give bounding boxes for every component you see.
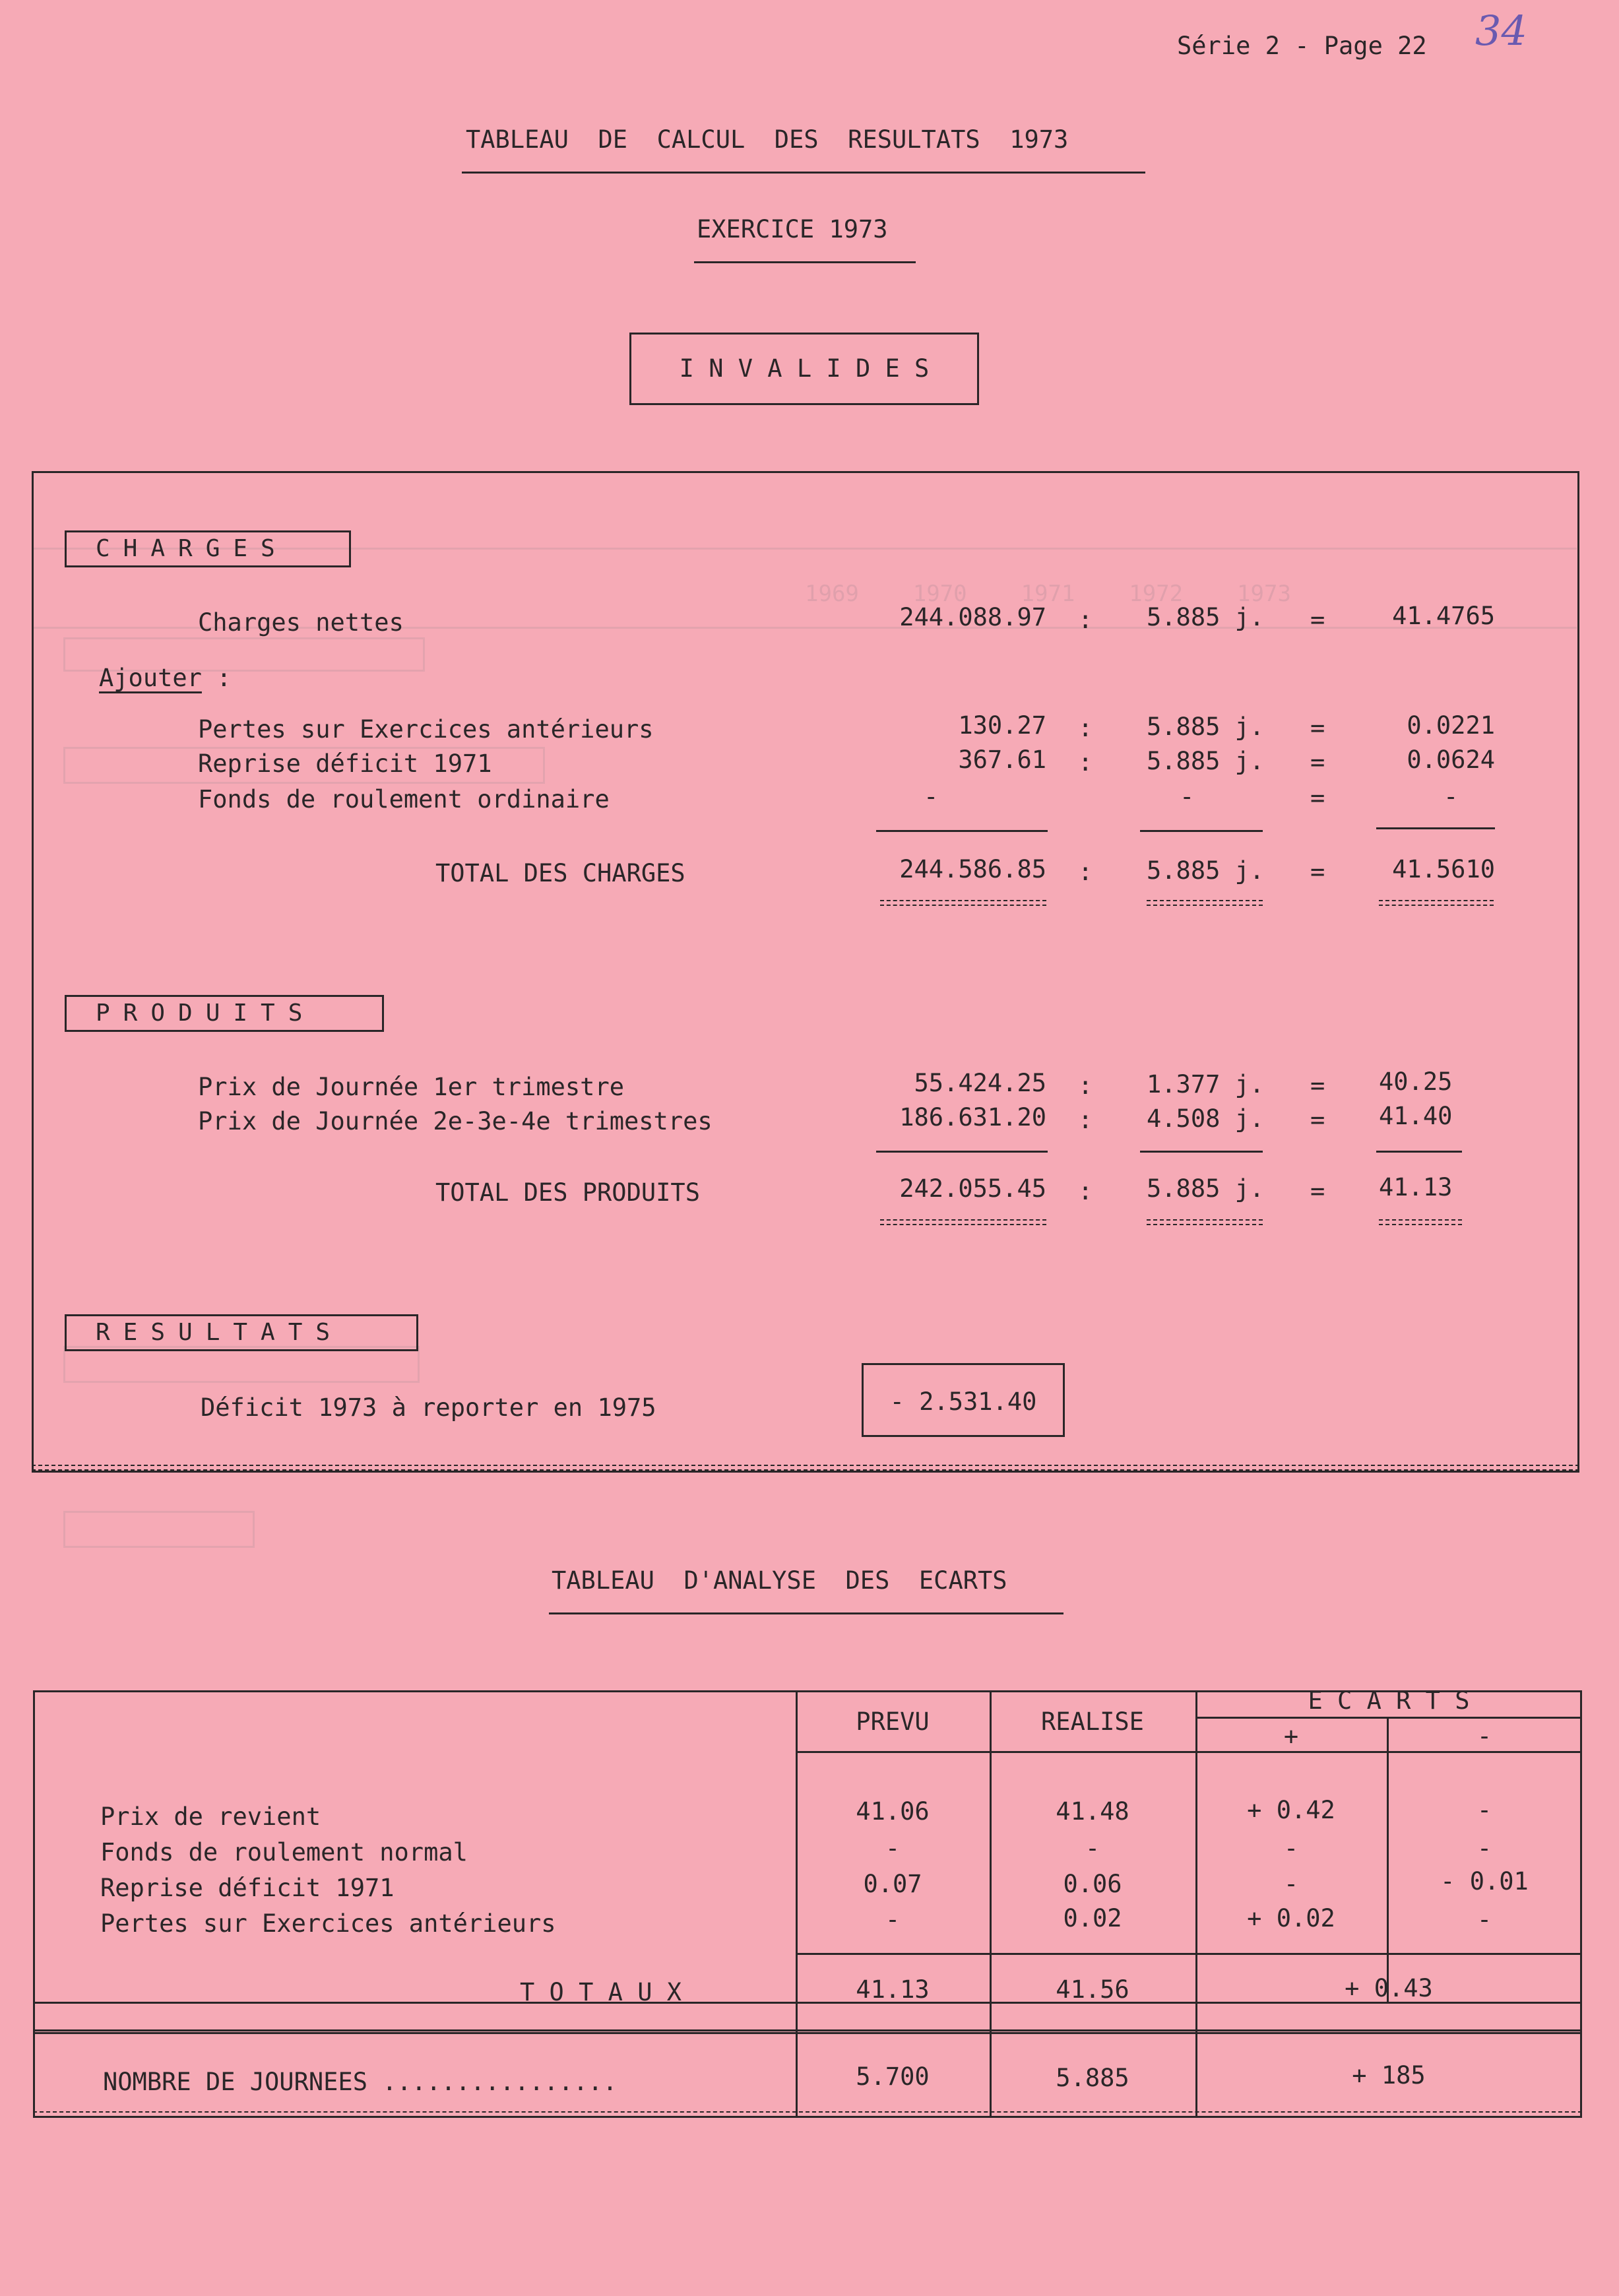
total-double-rule: [880, 900, 1046, 906]
total-charges-amount: 244.586.85: [899, 855, 1046, 883]
ecarts-row-realise: -: [1085, 1834, 1100, 1863]
charges-row-label: Reprise déficit 1971: [198, 749, 492, 778]
produits-row-rate: 40.25: [1379, 1068, 1453, 1096]
charges-row-days: -: [1180, 782, 1195, 811]
charges-row-label: Pertes sur Exercices antérieurs: [198, 715, 654, 744]
ecarts-row-plus: -: [1283, 1834, 1299, 1863]
produits-row-label: Prix de Journée 1er trimestre: [198, 1073, 625, 1101]
charges-row-amount: -: [924, 782, 939, 811]
col-ecarts-header: E C A R T S: [1308, 1686, 1470, 1715]
subtitle-underline: [694, 261, 916, 263]
charges-row-eq: =: [1310, 748, 1325, 777]
charges-row-label: Charges nettes: [198, 608, 404, 637]
show-through-box: [63, 1511, 255, 1548]
total-charges-days: 5.885 j.: [1147, 856, 1265, 885]
produits-row-amount: 186.631.20: [899, 1103, 1046, 1132]
subtotal-rule: [876, 830, 1048, 832]
ecarts-header-rule: [1195, 1717, 1582, 1719]
total-produits-rate: 41.13: [1379, 1173, 1453, 1201]
charges-row-eq: =: [1310, 784, 1325, 812]
charges-row-sep: :: [1078, 606, 1093, 634]
page-reference: Série 2 - Page 22: [1177, 32, 1427, 60]
subtotal-rule: [1140, 830, 1263, 832]
section-title: I N V A L I D E S: [679, 354, 930, 383]
ecarts-row-prevu: 41.06: [856, 1797, 930, 1826]
charges-row-amount: 244.088.97: [899, 603, 1046, 631]
total-double-rule: [1379, 1219, 1462, 1225]
col-realise-header: REALISE: [1041, 1707, 1144, 1736]
total-double-rule: [1147, 900, 1263, 906]
col-ecarts-plus-header: +: [1283, 1722, 1299, 1750]
totaux-label: T O T A U X: [520, 1978, 682, 2006]
total-produits-sep: :: [1078, 1177, 1093, 1205]
deficit-value-box: [862, 1363, 1065, 1437]
subtotal-rule: [1376, 1151, 1462, 1153]
total-double-rule: [1379, 900, 1494, 906]
header-rule: [796, 1751, 1582, 1753]
resultats-heading: RESULTATS: [65, 1314, 418, 1351]
ecarts-row-realise: 41.48: [1056, 1797, 1129, 1826]
charges-row-eq: =: [1310, 714, 1325, 742]
subtotal-rule: [1376, 827, 1495, 829]
charges-row-amount: 367.61: [958, 746, 1046, 774]
charges-row-sep: :: [1078, 714, 1093, 742]
subtotal-rule: [1140, 1151, 1263, 1153]
ecarts-title-underline: [549, 1612, 1063, 1614]
charges-row-sep: :: [1078, 748, 1093, 777]
ecarts-row-minus: -: [1476, 1905, 1492, 1934]
deficit-value: - 2.531.40: [889, 1387, 1037, 1416]
deficit-label: Déficit 1973 à reporter en 1975: [201, 1393, 656, 1422]
charges-row-rate: 0.0624: [1407, 746, 1495, 774]
totaux-prevu: 41.13: [856, 1975, 930, 2004]
journees-label: NOMBRE DE JOURNEES ................: [103, 2068, 618, 2096]
journees-double-rule: [33, 2029, 1582, 2034]
produits-row-sep: :: [1078, 1106, 1093, 1134]
column-divider: [796, 1690, 798, 2118]
ecarts-row-prevu: 0.07: [863, 1870, 922, 1898]
title-underline: [462, 172, 1145, 174]
charges-row-days: 5.885 j.: [1147, 603, 1265, 631]
ecarts-row-label: Fonds de roulement normal: [100, 1838, 468, 1866]
ecarts-row-label: Pertes sur Exercices antérieurs: [100, 1909, 556, 1938]
charges-row-days: 5.885 j.: [1147, 713, 1265, 741]
ecarts-row-plus: + 0.02: [1247, 1904, 1335, 1932]
col-ecarts-minus-header: -: [1476, 1722, 1492, 1750]
ecarts-row-plus: -: [1283, 1870, 1299, 1898]
ecarts-table-title: TABLEAU D'ANALYSE DES ECARTS: [552, 1566, 1007, 1595]
total-double-rule: [880, 1219, 1046, 1225]
produits-heading: PRODUITS: [65, 995, 384, 1032]
ecarts-row-plus: + 0.42: [1247, 1796, 1335, 1824]
ecarts-row-label: Prix de revient: [100, 1802, 321, 1831]
ecarts-table-double-rule: [33, 2111, 1582, 2117]
ecarts-row-minus: - 0.01: [1440, 1867, 1529, 1896]
total-charges-sep: :: [1078, 858, 1093, 886]
show-through-text: 1969 1970 1971 1972 1973: [805, 581, 1291, 607]
ecarts-row-realise: 0.06: [1063, 1870, 1122, 1898]
journees-realise: 5.885: [1056, 2064, 1129, 2092]
charges-row-rate: -: [1444, 782, 1459, 811]
produits-row-days: 4.508 j.: [1147, 1104, 1265, 1133]
produits-row-eq: =: [1310, 1071, 1325, 1100]
total-produits-label: TOTAL DES PRODUITS: [435, 1178, 700, 1207]
page-subtitle: EXERCICE 1973: [697, 215, 888, 243]
totaux-rule: [796, 1953, 1582, 1955]
total-charges-rate: 41.5610: [1392, 855, 1495, 883]
produits-row-sep: :: [1078, 1071, 1093, 1100]
totaux-ecart: + 0.43: [1345, 1974, 1433, 2002]
produits-row-days: 1.377 j.: [1147, 1070, 1265, 1099]
subtotal-rule: [876, 1151, 1048, 1153]
produits-row-label: Prix de Journée 2e-3e-4e trimestres: [198, 1107, 713, 1135]
results-frame-double-rule: [32, 1465, 1579, 1471]
ecarts-row-minus: -: [1476, 1796, 1492, 1824]
produits-row-rate: 41.40: [1379, 1102, 1453, 1130]
col-prevu-header: PREVU: [856, 1707, 930, 1736]
total-charges-label: TOTAL DES CHARGES: [435, 859, 685, 887]
charges-row-eq: =: [1310, 606, 1325, 634]
handwritten-page-number: 34: [1475, 7, 1527, 55]
produits-row-eq: =: [1310, 1106, 1325, 1134]
total-produits-eq: =: [1310, 1177, 1325, 1205]
ecarts-row-prevu: -: [885, 1834, 901, 1863]
charges-row-rate: 0.0221: [1407, 711, 1495, 740]
total-double-rule: [1147, 1219, 1263, 1225]
total-charges-eq: =: [1310, 858, 1325, 886]
produits-row-amount: 55.424.25: [914, 1069, 1046, 1097]
ecarts-row-label: Reprise déficit 1971: [100, 1874, 395, 1902]
total-produits-amount: 242.055.45: [899, 1174, 1046, 1203]
ecarts-row-realise: 0.02: [1063, 1904, 1122, 1932]
ecarts-row-minus: -: [1476, 1834, 1492, 1863]
charges-row-amount: 130.27: [958, 711, 1046, 740]
section-title-box: [629, 333, 979, 405]
charges-row-label: Fonds de roulement ordinaire: [198, 785, 610, 813]
ecarts-row-prevu: -: [885, 1905, 901, 1934]
journees-ecart: + 185: [1352, 2061, 1426, 2089]
total-produits-days: 5.885 j.: [1147, 1174, 1265, 1203]
charges-row-rate: 41.4765: [1392, 602, 1495, 630]
charges-row-days: 5.885 j.: [1147, 747, 1265, 775]
ajouter-label: Ajouter :: [99, 664, 232, 692]
totaux-realise: 41.56: [1056, 1975, 1129, 2004]
journees-prevu: 5.700: [856, 2062, 930, 2091]
page-title: TABLEAU DE CALCUL DES RESULTATS 1973: [466, 125, 1069, 154]
charges-heading: CHARGES: [65, 530, 351, 567]
